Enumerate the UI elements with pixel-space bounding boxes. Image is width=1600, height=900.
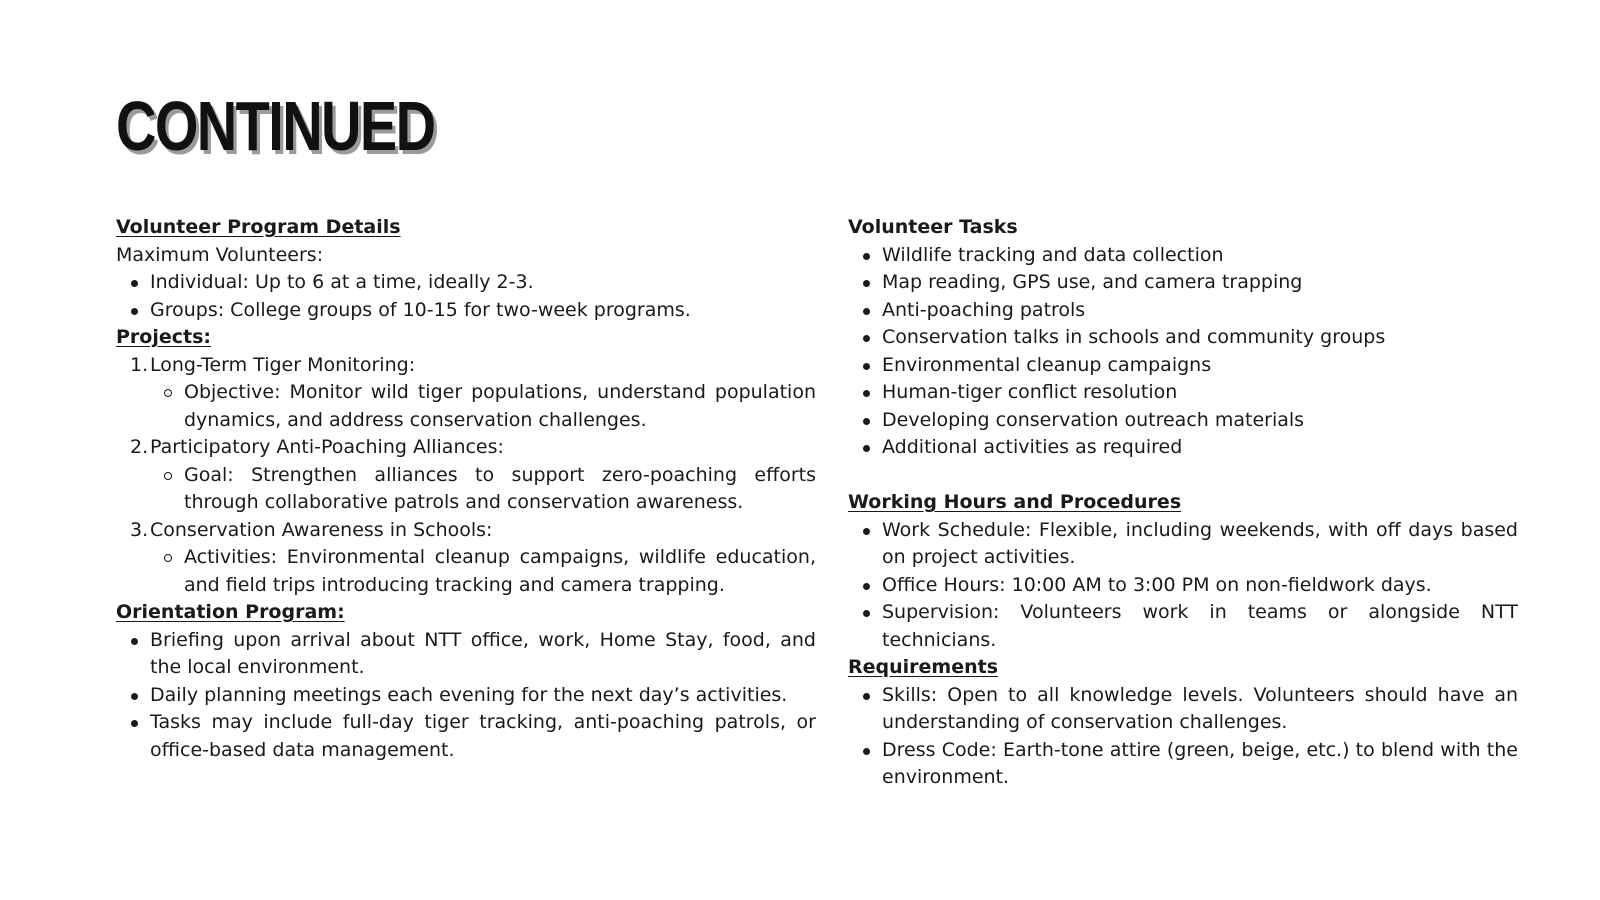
circle-bullet-icon <box>164 389 172 397</box>
bullet-icon <box>131 280 138 287</box>
list-item-text: Work Schedule: Flexible, including weekends, with off days based on project activities. <box>882 518 1518 568</box>
bullet-icon <box>131 308 138 315</box>
right-column <box>848 214 1518 792</box>
list-item-text: Wildlife tracking and data collection <box>882 243 1224 266</box>
project-item <box>116 352 816 435</box>
project-sub-list <box>150 462 816 517</box>
list-item-text: Office Hours: 10:00 AM to 3:00 PM on non-fieldwork days. <box>882 573 1432 596</box>
list-item <box>848 434 1518 462</box>
requirements-heading: Requirements <box>848 656 999 678</box>
section-spacer <box>848 462 1518 490</box>
project-label: Long-Term Tiger Monitoring: <box>150 353 416 376</box>
bullet-icon <box>131 720 138 727</box>
orientation-program-heading: Orientation Program: <box>116 601 345 623</box>
list-item-text: Daily planning meetings each evening for the next day’s activities. <box>150 683 788 706</box>
circle-bullet-icon <box>164 554 172 562</box>
bullet-icon <box>863 390 870 397</box>
list-item-text: Dress Code: Earth-tone attire (green, beige, etc.) to blend with the environment. <box>882 738 1518 788</box>
bullet-icon <box>863 418 870 425</box>
list-item <box>848 682 1518 737</box>
bullet-icon <box>131 638 138 645</box>
project-sub-list <box>150 544 816 599</box>
list-item-text: Conservation talks in schools and community groups <box>882 326 1386 348</box>
bullet-icon <box>863 583 870 590</box>
project-sub-item <box>150 462 816 517</box>
list-item <box>848 324 1518 352</box>
working-hours-list <box>848 517 1518 655</box>
list-item-text: Environmental cleanup campaigns <box>882 353 1212 376</box>
bullet-icon <box>863 528 870 535</box>
list-item <box>848 352 1518 380</box>
project-sub-text: Activities: Environmental cleanup campaigns, wildlife education, and field trips introducing tracking and camera trapping. <box>184 546 816 596</box>
project-sub-item <box>150 379 816 434</box>
list-item <box>848 379 1518 407</box>
bullet-icon <box>863 693 870 700</box>
project-item <box>116 434 816 517</box>
orientation-list <box>116 627 816 765</box>
maximum-volunteers-list <box>116 269 816 324</box>
project-sub-list <box>150 379 816 434</box>
list-item <box>848 572 1518 600</box>
list-item <box>848 242 1518 270</box>
bullet-icon <box>863 280 870 287</box>
requirements-list <box>848 682 1518 792</box>
project-number: 2. <box>130 436 149 458</box>
project-number: 1. <box>130 353 149 376</box>
list-item-text: Additional activities as required <box>882 436 1183 458</box>
list-item <box>848 407 1518 435</box>
list-item-text: Supervision: Volunteers work in teams or alongside NTT technicians. <box>882 601 1518 651</box>
list-item <box>848 517 1518 572</box>
project-number: 3. <box>130 518 149 541</box>
page-title: CONTINUED <box>116 87 435 165</box>
project-label: Conservation Awareness in Schools: <box>150 518 493 541</box>
projects-list <box>116 352 816 600</box>
volunteer-tasks-list <box>848 242 1518 462</box>
project-sub-text: Objective: Monitor wild tiger populations, understand population dynamics, and address conservation challenges. <box>184 381 816 431</box>
bullet-icon <box>863 253 870 260</box>
list-item-text: Groups: College groups of 10-15 for two-week programs. <box>150 298 691 321</box>
list-item-text: Skills: Open to all knowledge levels. Volunteers should have an understanding of conservation challenges. <box>882 683 1518 733</box>
list-item-text: Briefing upon arrival about NTT office, work, Home Stay, food, and the local environment. <box>150 628 816 678</box>
bullet-icon <box>863 610 870 617</box>
project-sub-item <box>150 544 816 599</box>
circle-bullet-icon <box>164 472 172 480</box>
list-item <box>848 599 1518 654</box>
list-item <box>848 269 1518 297</box>
list-item-text: Human-tiger conflict resolution <box>882 381 1178 403</box>
list-item <box>848 737 1518 792</box>
left-column <box>116 214 816 764</box>
bullet-icon <box>863 363 870 370</box>
list-item <box>116 627 816 682</box>
bullet-icon <box>863 335 870 342</box>
bullet-icon <box>131 693 138 700</box>
bullet-icon <box>863 308 870 315</box>
project-label: Participatory Anti-Poaching Alliances: <box>150 436 504 458</box>
bullet-icon <box>863 748 870 755</box>
list-item-text: Anti-poaching patrols <box>882 298 1086 321</box>
list-item <box>116 297 816 325</box>
projects-heading: Projects: <box>116 326 211 348</box>
volunteer-program-details-heading: Volunteer Program Details <box>116 216 401 238</box>
list-item-text: Map reading, GPS use, and camera trapping <box>882 271 1303 293</box>
list-item-text: Individual: Up to 6 at a time, ideally 2-3. <box>150 271 534 293</box>
list-item <box>116 682 816 710</box>
list-item <box>116 709 816 764</box>
project-sub-text: Goal: Strengthen alliances to support zero-poaching efforts through collaborative patrols and conservation awareness. <box>184 463 816 513</box>
maximum-volunteers-label: Maximum Volunteers: <box>116 243 324 266</box>
working-hours-heading: Working Hours and Procedures <box>848 491 1182 513</box>
list-item-text: Tasks may include full-day tiger tracking, anti-poaching patrols, or office-based data management. <box>150 711 816 761</box>
volunteer-tasks-heading: Volunteer Tasks <box>848 216 1018 238</box>
project-item <box>116 517 816 600</box>
list-item-text: Developing conservation outreach materials <box>882 408 1305 431</box>
list-item <box>848 297 1518 325</box>
bullet-icon <box>863 445 870 452</box>
list-item <box>116 269 816 297</box>
